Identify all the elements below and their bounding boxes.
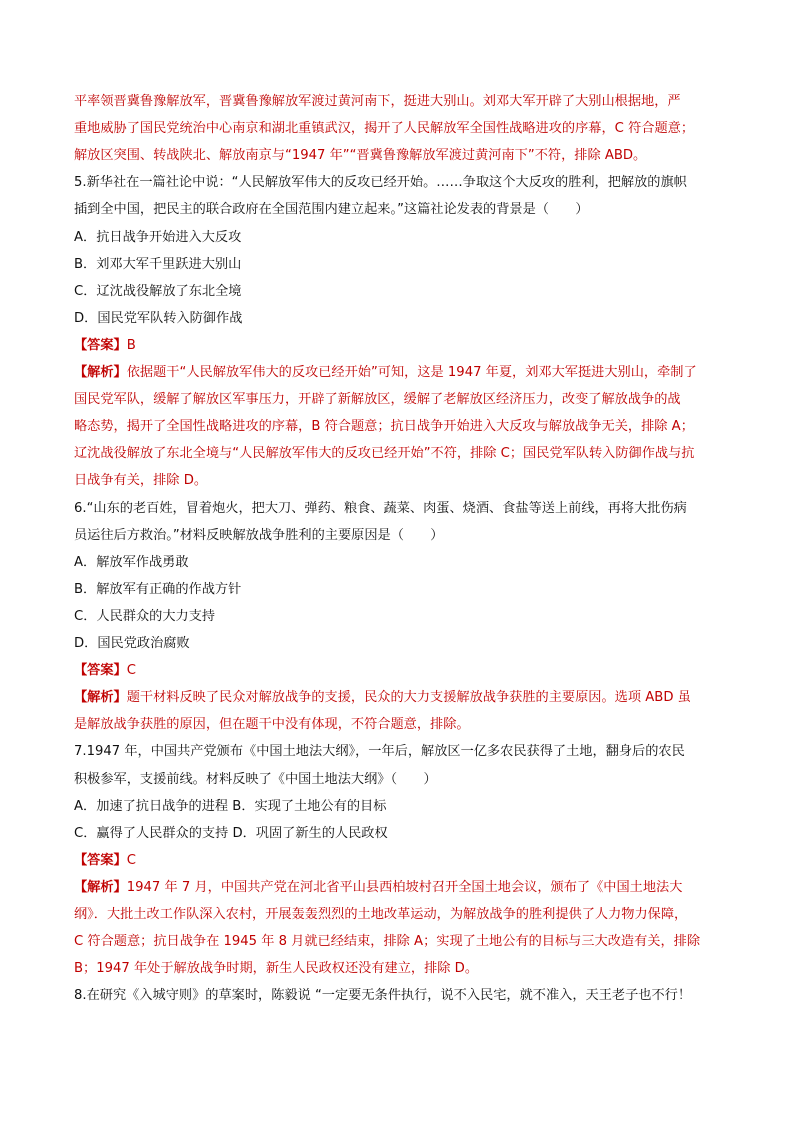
text-line: 日战争有关，排除 D。	[74, 473, 208, 489]
text-line: C 符合题意；抗日战争在 1945 年 8 月就已经结束，排除 A；实现了土地公有的目标与三大改造有关，排除	[74, 934, 701, 950]
text-line: 7.1947 年，中国共产党颁布《中国土地法大纲》，一年后，解放区一亿多农民获得了土地，翻身后的农民	[74, 744, 685, 760]
text-line: 国民党军队，缓解了解放区军事压力，开辟了新解放区，缓解了老解放区经济压力，改变了解放战争的战	[74, 392, 681, 408]
text-line: 是解放战争获胜的原因，但在题干中没有体现，不符合题意，排除。	[74, 717, 470, 733]
line-text: B	[126, 337, 136, 353]
text-line	[74, 847, 734, 874]
text-line	[74, 684, 734, 711]
text-line: 插到全中国，把民主的联合政府在全国范围内建立起来。”这篇社论发表的背景是（ ）	[74, 202, 589, 218]
line-text: 题干材料反映了民众对解放战争的支援，民众的大力支援解放战争获胜的主要原因。选项 ABD 虽	[126, 690, 691, 706]
text-line: A．抗日战争开始进入大反攻	[74, 229, 242, 245]
line-text: 依据题干“人民解放军伟大的反攻已经开始”可知，这是 1947 年夏，刘邓大军挺进大别山，牵制了	[126, 365, 697, 380]
text-line: 5.新华社在一篇社论中说：“人民解放军伟大的反攻已经开始。……争取这个大反攻的胜利，把解放的旗帜	[74, 175, 687, 191]
text-line	[74, 874, 734, 901]
text-line: D．国民党军队转入防御作战	[74, 310, 243, 326]
analysis-tag: 【解析】	[74, 879, 127, 895]
answer-tag: 【答案】	[74, 852, 127, 868]
text-line: C．人民群众的大力支持	[74, 608, 216, 624]
text-line: A．解放军作战勇敢	[74, 554, 189, 570]
text-line: 8.在研究《入城守则》的草案时，陈毅说 “一定要无条件执行，说不入民宅，就不准入，天王老子也不行！	[74, 988, 692, 1004]
text-line: 积极参军，支援前线。材料反映了《中国土地法大纲》（ ）	[74, 771, 437, 787]
line-text: C	[126, 852, 136, 868]
text-line: 解放区突围、转战陕北、解放南京与“1947 年”“晋冀鲁豫解放军渡过黄河南下”不符，排除 ABD。	[74, 148, 647, 164]
text-line: B．解放军有正确的作战方针	[74, 581, 242, 597]
analysis-tag: 【解析】	[74, 365, 127, 380]
text-line: 平率领晋冀鲁豫解放军，晋冀鲁豫解放军渡过黄河南下，挺进大别山。刘邓大军开辟了大别山根据地，严	[74, 94, 681, 109]
text-line: C．赢得了人民群众的支持 D．巩固了新生的人民政权	[74, 825, 388, 841]
text-line: 重地威胁了国民党统治中心南京和湖北重镇武汉，揭开了人民解放军全国性战略进攻的序幕，C 符合题意；	[74, 121, 695, 137]
text-line: B；1947 年处于解放战争时期，新生人民政权还没有建立，排除 D。	[74, 961, 479, 977]
line-text: C	[126, 663, 136, 679]
text-line: B．刘邓大军千里跃进大别山	[74, 256, 242, 272]
text-line: D．国民党政治腐败	[74, 636, 190, 651]
text-line: A．加速了抗日战争的进程 B．实现了土地公有的目标	[74, 798, 387, 814]
answer-tag: 【答案】	[74, 663, 127, 679]
answer-tag: 【答案】	[74, 337, 127, 353]
text-line: 纲》．大批土改工作队深入农村，开展轰轰烈烈的土地改革运动，为解放战争的胜利提供了人力物力保障，	[74, 907, 688, 922]
analysis-tag: 【解析】	[74, 690, 127, 706]
text-line	[74, 332, 734, 359]
line-text: 1947 年 7 月，中国共产党在河北省平山县西柏坡村召开全国土地会议，颁布了《中国土地法大	[126, 879, 683, 895]
text-line: 辽沈战役解放了东北全境与“人民解放军伟大的反攻已经开始”不符，排除 C；国民党军队转入防御作战与抗	[74, 446, 695, 462]
text-line: 6.“山东的老百姓，冒着炮火，把大刀、弹药、粮食、蔬菜、肉蛋、烧酒、食盐等送上前线，再将大批伤病	[74, 500, 687, 516]
text-line: C．辽沈战役解放了东北全境	[74, 283, 242, 299]
text-line	[74, 359, 734, 386]
text-line: 略态势，揭开了全国性战略进攻的序幕，B 符合题意；抗日战争开始进入大反攻与解放战争无关，排除 A；	[74, 419, 694, 435]
text-line	[74, 657, 734, 684]
text-line: 员运往后方救治。”材料反映解放战争胜利的主要原因是（ ）	[74, 527, 444, 543]
